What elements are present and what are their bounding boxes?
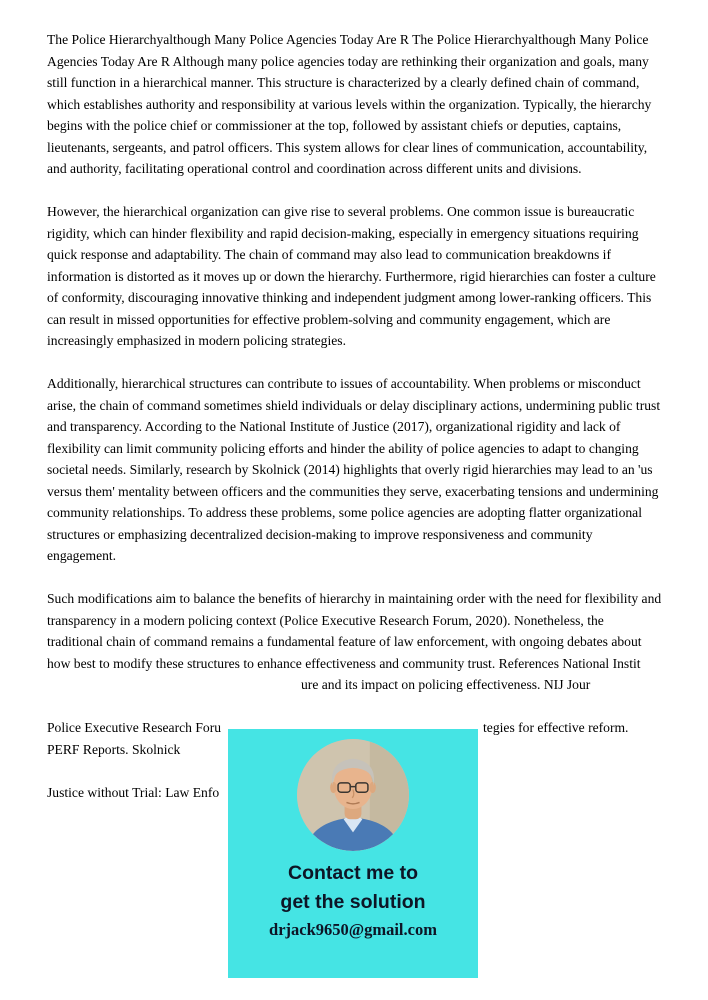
paragraph-5-visible-end: tegies for effective reform. PERF Reports. Skolnick [47, 720, 629, 757]
paragraph-6: Justice without Trial: Law Enfo [47, 784, 220, 800]
paragraph-3: Additionally, hierarchical structures can contribute to issues of accountability. When problems or misconduct arise, the chain of command sometimes shield individuals or delay disciplinary actions, undermining public trust and transparency. According to the National Institute of Justice (2017), organizational rigidity and lack of flexibility can limit community policing efforts and hinder the ability of police agencies to adapt to changing societal needs. Similarly, research by Skolnick (2014) highlights that overly rigid hierarchies may lead to an 'us versus them' mentality between officers and the communities they serve, exacerbating tensions and undermining community relationships. To address these problems, some police agencies are adopting flatter organizational structures or emphasizing decentralized decision-making to improve responsiveness and community engagement. [47, 376, 661, 563]
paragraph-5-visible-start: Police Executive Research Foru [47, 720, 222, 735]
person-photo-icon [297, 739, 409, 851]
paragraph-2: However, the hierarchical organization can give rise to several problems. One common issue is bureaucratic rigidity, which can hinder flexibility and rapid decision-making, especially in emergency situations requiring quick response and adaptability. The chain of command may also lead to communication breakdowns if information is distorted as it moves up or down the hierarchy. Furthermore, rigid hierarchies can foster a culture of conformity, discouraging innovative thinking and independent judgment among lower-ranking officers. This can result in missed opportunities for effective problem-solving and community engagement, which are increasingly emphasized in modern policing strategies. [47, 204, 656, 348]
cta-line-1: Contact me to [287, 862, 418, 884]
paragraph-4 [47, 588, 663, 696]
hidden-text-gap [47, 688, 301, 689]
cta-text [228, 859, 478, 917]
contact-email[interactable]: drjack9650@gmail.com [269, 920, 437, 939]
paragraph-1: The Police Hierarchyalthough Many Police Agencies Today Are R The Police Hierarchyalthough Many Police Agencies Today Are R Although many police agencies today are rethinking their organization and goals, many still function in a hierarchical manner. This structure is characterized by a clearly defined chain of command, which establishes authority and responsibility at various levels within the organization. Typically, the hierarchy begins with the police chief or commissioner at the top, followed by assistant chiefs or deputies, captains, lieutenants, sergeants, and patrol officers. This system allows for clear lines of communication, accountability, and authority, facilitating operational control and coordination across different units and divisions. [47, 32, 652, 176]
paragraph-4-visible-end: ure and its impact on policing effectiveness. NIJ Jour [301, 677, 591, 692]
document-body [47, 29, 663, 825]
tutor-photo [297, 739, 409, 851]
contact-overlay-card[interactable] [228, 729, 478, 978]
cta-line-2: get the solution [280, 891, 426, 913]
paragraph-4-visible-start: Such modifications aim to balance the benefits of hierarchy in maintaining order with the need for flexibility and transparency in a modern policing context (Police Executive Research Forum, 2020). Nonetheless, the traditional chain of command remains a fundamental feature of law enforcement, with ongoing debates about how best to modify these structures to enhance effectiveness and community trust. References National Instit [47, 591, 662, 671]
